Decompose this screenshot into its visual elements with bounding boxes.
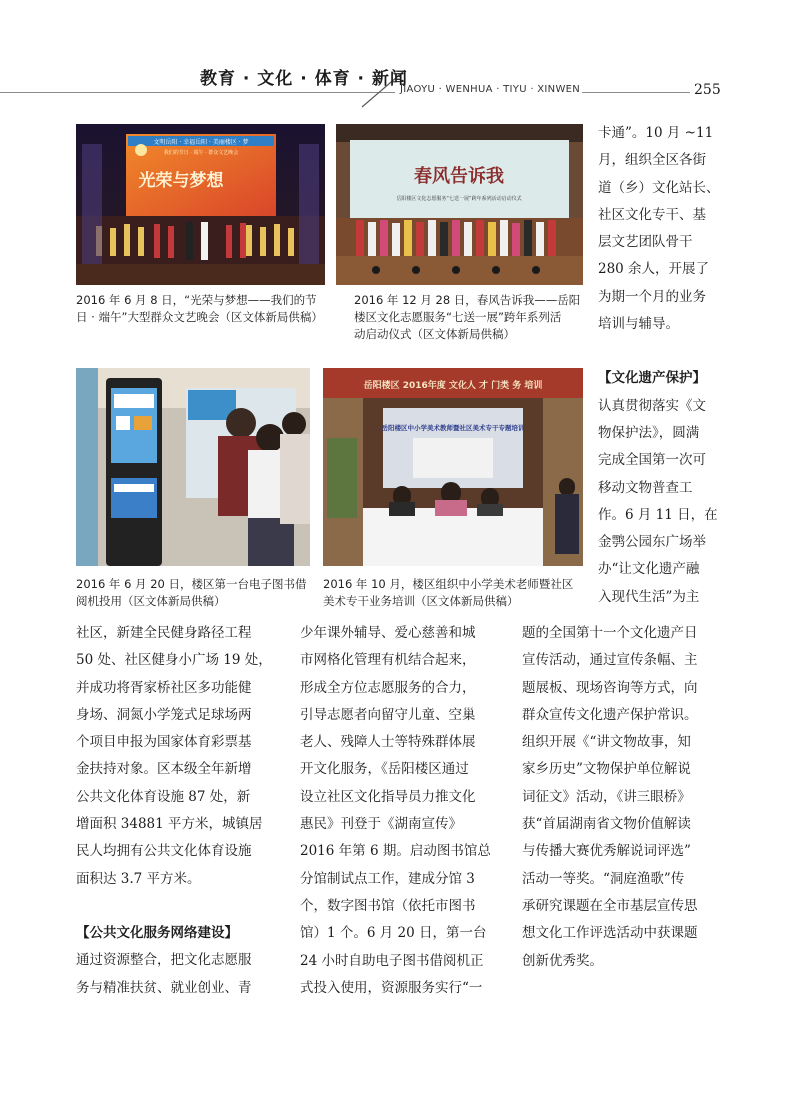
text-line: 市网格化管理有机结合起来， [300, 652, 476, 669]
text-line: 个项目申报为国家体育彩票基 [76, 734, 252, 751]
text-line: 社区，新建全民健身路径工程 [76, 625, 252, 641]
photo-ebook-kiosk [76, 368, 310, 566]
text-line: 移动文物普查工 [598, 479, 693, 496]
text-line: 个，数字图书馆（依托市图书 [300, 897, 476, 914]
text-line: 式投入使用，资源服务实行“一 [300, 979, 483, 996]
text-line: 层文艺团队骨干 [598, 234, 693, 251]
text-line: 社区文化专干、基 [598, 206, 706, 223]
middle-column [300, 620, 491, 1002]
text-line: 想文化工作评选活动中获课题 [522, 925, 698, 942]
training-screen-title: 岳阳楼区中小学美术教师暨社区美术专干专题培训 [381, 424, 525, 432]
text-line: 入现代生活”为主 [598, 588, 700, 605]
section-heading-heritage: 【文化遗产保护】 [598, 370, 706, 387]
text-line: 分馆制试点工作，建成分馆 3 [300, 870, 475, 887]
caption-line: 楼区文化志愿服务“七送一展”跨年系列活 [354, 310, 562, 324]
text-line: 开文化服务，《岳阳楼区通过 [300, 761, 469, 778]
text-line: 金扶持对象。区本级全年新增 [76, 761, 252, 778]
text-line: 培训与辅导。 [598, 316, 679, 333]
caption-photo-3 [76, 576, 307, 610]
text-line: 50 处、社区健身小广场 19 处， [76, 652, 272, 669]
caption-line: 2016 年 10 月，楼区组织中小学美术老师暨社区 [323, 577, 574, 591]
caption-line: 阅机投用（区文体新局供稿） [76, 594, 226, 608]
text-line: 题展板、现场咨询等方式，向 [522, 679, 698, 696]
caption-line: 2016 年 6 月 20 日，楼区第一台电子图书借 [76, 577, 307, 591]
text-line: 民人均拥有公共文化体育设施 [76, 843, 252, 860]
header-rule-right [582, 92, 690, 93]
text-line: 通过资源整合，把文化志愿服 [76, 952, 252, 969]
text-line: 组织开展《“讲文物故事，知 [522, 734, 691, 751]
caption-photo-1 [76, 292, 323, 326]
text-line: 身场、洞氮小学笼式足球场两 [76, 706, 252, 723]
text-line: 物保护法》，圆满 [598, 424, 700, 441]
page-number: 255 [694, 82, 721, 98]
text-line: 群众宣传文化遗产保护常识。 [522, 706, 698, 723]
photo-volunteer-ceremony [336, 124, 583, 285]
ceremony-banner-title: 春风告诉我 [414, 166, 504, 187]
text-line: 金鹗公园东广场举 [598, 534, 706, 551]
text-line: 务与精准扶贫、就业创业、青 [76, 979, 252, 996]
text-line: 家乡历史”文物保护单位解说 [522, 761, 691, 778]
text-line: 280 余人，开展了 [598, 261, 710, 278]
text-line: 办“让文化遗产融 [598, 561, 700, 578]
caption-line: 日 · 端午”大型群众文艺晚会（区文体新局供稿） [76, 310, 323, 324]
text-line: 题的全国第十一个文化遗产日 [522, 625, 698, 641]
text-line: 2016 年第 6 期。启动图书馆总 [300, 843, 491, 860]
text-line: 面积达 3.7 平方米。 [76, 870, 201, 887]
text-line: 与传播大赛优秀解说词评选” [522, 843, 691, 860]
photo-art-training [323, 368, 583, 566]
text-line: 宣传活动，通过宣传条幅、主 [522, 652, 698, 669]
caption-photo-2 [354, 292, 580, 343]
text-line: 增面积 34881 平方米，城镇居 [76, 816, 263, 833]
section-heading-network: 【公共文化服务网络建设】 [76, 924, 238, 941]
text-line: 月，组织全区各街 [598, 152, 706, 169]
text-line: 认真贯彻落实《文 [598, 397, 706, 414]
caption-line: 美术专干业务培训（区文体新局供稿） [323, 594, 519, 608]
training-top-banner: 岳阳楼区 2016年度 文化人 才 门类 务 培训 [363, 381, 543, 391]
header-rule-left [0, 92, 395, 93]
photo-gala-stage [76, 124, 325, 285]
text-line: 少年课外辅导、爱心慈善和城 [300, 625, 476, 641]
right-column-bottom [522, 620, 698, 975]
text-line: 馆）1 个。6 月 20 日，第一台 [300, 925, 487, 942]
gala-banner-top: 文明岳阳 · 幸福岳阳 · 美丽楼区 · 梦 [153, 139, 249, 146]
ceremony-banner-sub: 岳阳楼区文化志愿服务“七送一展”跨年系列活动启动仪式 [396, 196, 522, 202]
text-line: 24 小时自助电子图书借阅机正 [300, 952, 484, 969]
text-line: 获“首届湖南省文物价值解读 [522, 816, 691, 833]
text-line: 为期一个月的业务 [598, 288, 706, 305]
gala-banner-sub: 我们的节日 · 端午 · 群众文艺晚会 [163, 150, 239, 156]
text-line: 卡通”。10 月 ~11 [598, 125, 714, 141]
text-line: 公共文化体育设施 87 处，新 [76, 788, 251, 805]
caption-photo-4 [323, 576, 573, 610]
caption-line: 2016 年 6 月 8 日，“光荣与梦想——我们的节 [76, 293, 317, 307]
header-title-cn: 教育 · 文化 · 体育 · 新闻 [200, 69, 408, 89]
header-title-en: JIAOYU · WENHUA · TIYU · XINWEN [400, 84, 581, 95]
left-column [76, 620, 272, 1002]
text-line: 承研究课题在全市基层宣传思 [522, 897, 698, 914]
text-line: 设立社区文化指导员力推文化 [300, 788, 476, 805]
text-line: 老人、残障人士等特殊群体展 [300, 734, 476, 751]
text-line: 作。6 月 11 日，在 [598, 506, 718, 523]
right-column-top [598, 120, 720, 611]
text-line: 创新优秀奖。 [522, 952, 603, 969]
caption-line: 2016 年 12 月 28 日，春风告诉我——岳阳 [354, 293, 581, 307]
text-line: 道（乡）文化站长、 [598, 179, 720, 196]
text-line: 活动一等奖。“洞庭渔歌”传 [522, 870, 685, 887]
text-line: 形成全方位志愿服务的合力， [300, 679, 476, 696]
text-line: 完成全国第一次可 [598, 452, 706, 469]
caption-line: 动启动仪式（区文体新局供稿） [354, 327, 515, 341]
gala-banner-title: 光荣与梦想 [138, 171, 224, 191]
text-line: 词征文》活动，《讲三眼桥》 [522, 788, 691, 805]
text-line: 惠民》刊登于《湖南宣传》 [300, 816, 462, 833]
text-line: 并成功将胥家桥社区多功能健 [76, 679, 252, 696]
text-line: 引导志愿者向留守儿童、空巢 [300, 706, 476, 723]
